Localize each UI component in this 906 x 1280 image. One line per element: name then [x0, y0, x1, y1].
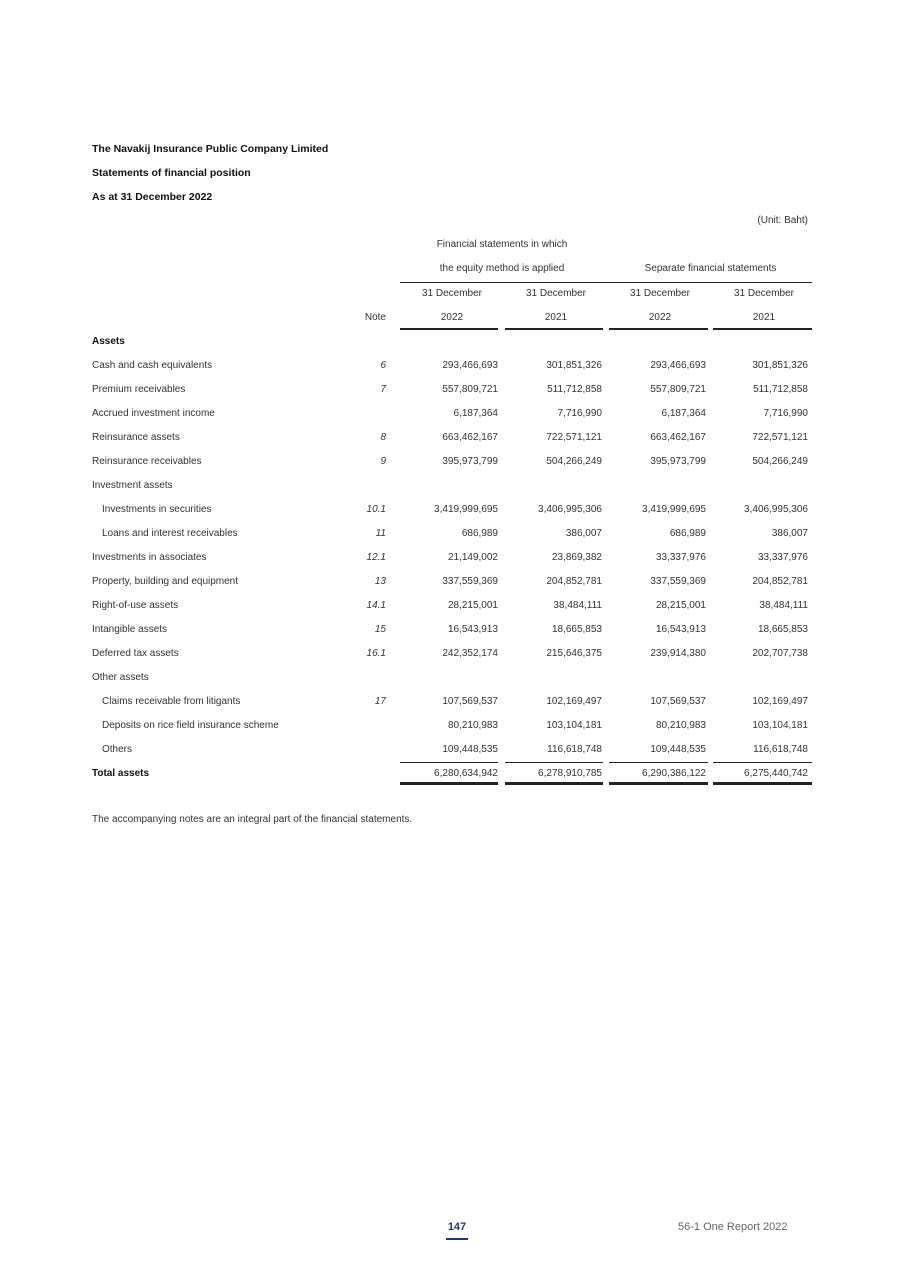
- row-label: Premium receivables: [92, 384, 186, 395]
- row-value: 102,169,497: [546, 696, 602, 707]
- row-value: 109,448,535: [442, 744, 498, 755]
- total-rule-2: [609, 782, 708, 785]
- group2-heading: Separate financial statements: [644, 263, 777, 274]
- row-value: 107,569,537: [442, 696, 498, 707]
- company-name: The Navakij Insurance Public Company Limited: [92, 143, 329, 155]
- total-rule-0: [400, 782, 498, 785]
- row-label: Right-of-use assets: [92, 600, 179, 611]
- table-row: [92, 648, 812, 668]
- row-value: 6,280,634,942: [434, 768, 498, 779]
- row-value: 686,989: [669, 528, 706, 539]
- row-label: Accrued investment income: [92, 408, 215, 419]
- row-value: 215,646,375: [546, 648, 602, 659]
- col-date-3: 31 December: [733, 288, 795, 299]
- group1-heading-line1: Financial statements in which: [436, 239, 568, 250]
- row-value: 204,852,781: [752, 576, 808, 587]
- row-value: 16,543,913: [447, 624, 498, 635]
- row-value: 23,869,382: [551, 552, 602, 563]
- row-value: 80,210,983: [447, 720, 498, 731]
- table-row: [92, 624, 812, 644]
- col-year-3: 2021: [752, 312, 776, 323]
- row-value: 202,707,738: [752, 648, 808, 659]
- row-value: 557,809,721: [442, 384, 498, 395]
- row-value: 38,484,111: [759, 600, 808, 611]
- col-header-rule-1: [505, 328, 603, 330]
- row-note: 7: [380, 384, 386, 395]
- col-year-1: 2021: [544, 312, 568, 323]
- row-value: 722,571,121: [752, 432, 808, 443]
- row-value: 337,559,369: [442, 576, 498, 587]
- row-note: 8: [380, 432, 386, 443]
- row-note: 16.1: [366, 648, 386, 659]
- subtotal-rule-0: [400, 762, 498, 763]
- table-row: [92, 768, 812, 788]
- row-value: 33,337,976: [655, 552, 706, 563]
- unit-label: (Unit: Baht): [757, 215, 808, 226]
- row-value: 7,716,990: [763, 408, 808, 419]
- row-value: 395,973,799: [442, 456, 498, 467]
- table-row: [92, 384, 812, 404]
- row-label: Total assets: [92, 768, 150, 779]
- row-value: 80,210,983: [655, 720, 706, 731]
- row-value: 102,169,497: [752, 696, 808, 707]
- table-row: [92, 504, 812, 524]
- table-row: [92, 576, 812, 596]
- table-row: [92, 696, 812, 716]
- row-value: 6,275,440,742: [744, 768, 808, 779]
- col-header-rule-0: [400, 328, 498, 330]
- row-label: Deferred tax assets: [92, 648, 179, 659]
- col-year-0: 2022: [440, 312, 464, 323]
- row-value: 242,352,174: [442, 648, 498, 659]
- row-value: 293,466,693: [650, 360, 706, 371]
- total-rule-1: [505, 782, 603, 785]
- row-label: Investments in associates: [92, 552, 207, 563]
- row-label: Investment assets: [92, 480, 173, 491]
- row-label: Investments in securities: [102, 504, 212, 515]
- row-value: 663,462,167: [650, 432, 706, 443]
- row-label: Reinsurance receivables: [92, 456, 202, 467]
- row-value: 337,559,369: [650, 576, 706, 587]
- row-note: 10.1: [366, 504, 386, 515]
- row-value: 107,569,537: [650, 696, 706, 707]
- row-value: 3,406,995,306: [538, 504, 602, 515]
- table-row: [92, 720, 812, 740]
- row-value: 663,462,167: [442, 432, 498, 443]
- row-value: 7,716,990: [557, 408, 602, 419]
- row-value: 28,215,001: [447, 600, 498, 611]
- row-note: 9: [380, 456, 386, 467]
- table-row: [92, 528, 812, 548]
- group1-heading-line2: the equity method is applied: [439, 263, 565, 274]
- statement-date: As at 31 December 2022: [92, 191, 213, 203]
- subtotal-rule-2: [609, 762, 708, 763]
- row-label: Claims receivable from litigants: [102, 696, 241, 707]
- row-value: 28,215,001: [655, 600, 706, 611]
- row-value: 116,618,748: [753, 744, 808, 755]
- table-row: [92, 480, 812, 500]
- row-value: 686,989: [461, 528, 498, 539]
- row-value: 239,914,380: [650, 648, 706, 659]
- table-row: [92, 552, 812, 572]
- row-note: 12.1: [366, 552, 386, 563]
- subtotal-rule-3: [713, 762, 812, 763]
- table-row: [92, 360, 812, 380]
- row-label: Intangible assets: [92, 624, 168, 635]
- row-value: 3,419,999,695: [642, 504, 706, 515]
- row-label: Loans and interest receivables: [102, 528, 238, 539]
- col-date-1: 31 December: [525, 288, 587, 299]
- row-value: 301,851,326: [546, 360, 602, 371]
- col-date-2: 31 December: [629, 288, 691, 299]
- page-number-underline: [446, 1238, 468, 1240]
- row-value: 204,852,781: [546, 576, 602, 587]
- row-value: 386,007: [565, 528, 602, 539]
- group-heading-rule: [400, 282, 812, 283]
- row-value: 21,149,002: [447, 552, 498, 563]
- row-value: 511,712,858: [547, 384, 602, 395]
- statement-title: Statements of financial position: [92, 167, 251, 179]
- row-note: 13: [374, 576, 386, 587]
- row-note: 14.1: [366, 600, 386, 611]
- col-header-rule-3: [713, 328, 812, 330]
- table-row: [92, 744, 812, 764]
- total-rule-3: [713, 782, 812, 785]
- row-value: 116,618,748: [547, 744, 602, 755]
- row-value: 6,187,364: [661, 408, 706, 419]
- row-value: 6,278,910,785: [538, 768, 602, 779]
- row-label: Reinsurance assets: [92, 432, 180, 443]
- row-value: 16,543,913: [655, 624, 706, 635]
- row-value: 511,712,858: [753, 384, 808, 395]
- row-label: Assets: [92, 336, 125, 347]
- row-value: 103,104,181: [752, 720, 808, 731]
- table-row: [92, 600, 812, 620]
- col-date-0: 31 December: [421, 288, 483, 299]
- row-value: 6,290,386,122: [642, 768, 706, 779]
- row-note: 17: [374, 696, 386, 707]
- row-value: 722,571,121: [546, 432, 602, 443]
- col-year-2: 2022: [648, 312, 672, 323]
- row-label: Cash and cash equivalents: [92, 360, 213, 371]
- row-note: 6: [380, 360, 386, 371]
- row-value: 18,665,853: [551, 624, 602, 635]
- table-row: [92, 456, 812, 476]
- page-number: 147: [447, 1221, 467, 1233]
- subtotal-rule-1: [505, 762, 603, 763]
- row-note: 15: [374, 624, 386, 635]
- row-value: 3,406,995,306: [744, 504, 808, 515]
- row-value: 504,266,249: [546, 456, 602, 467]
- row-value: 301,851,326: [752, 360, 808, 371]
- row-value: 18,665,853: [757, 624, 808, 635]
- row-label: Property, building and equipment: [92, 576, 239, 587]
- row-value: 33,337,976: [757, 552, 808, 563]
- note-header: Note: [364, 312, 386, 323]
- table-row: [92, 432, 812, 452]
- table-row: [92, 336, 812, 356]
- row-value: 386,007: [771, 528, 808, 539]
- row-value: 38,484,111: [553, 600, 602, 611]
- row-value: 103,104,181: [546, 720, 602, 731]
- row-value: 109,448,535: [650, 744, 706, 755]
- col-header-rule-2: [609, 328, 708, 330]
- row-value: 395,973,799: [650, 456, 706, 467]
- row-label: Others: [102, 744, 133, 755]
- row-value: 557,809,721: [650, 384, 706, 395]
- row-value: 504,266,249: [752, 456, 808, 467]
- table-row: [92, 408, 812, 428]
- footnote: The accompanying notes are an integral part of the financial statements.: [92, 814, 413, 825]
- row-value: 6,187,364: [453, 408, 498, 419]
- row-label: Deposits on rice field insurance scheme: [102, 720, 279, 731]
- report-name: 56-1 One Report 2022: [678, 1221, 788, 1233]
- row-label: Other assets: [92, 672, 149, 683]
- row-value: 293,466,693: [442, 360, 498, 371]
- row-note: 11: [375, 528, 386, 539]
- row-value: 3,419,999,695: [434, 504, 498, 515]
- table-row: [92, 672, 812, 692]
